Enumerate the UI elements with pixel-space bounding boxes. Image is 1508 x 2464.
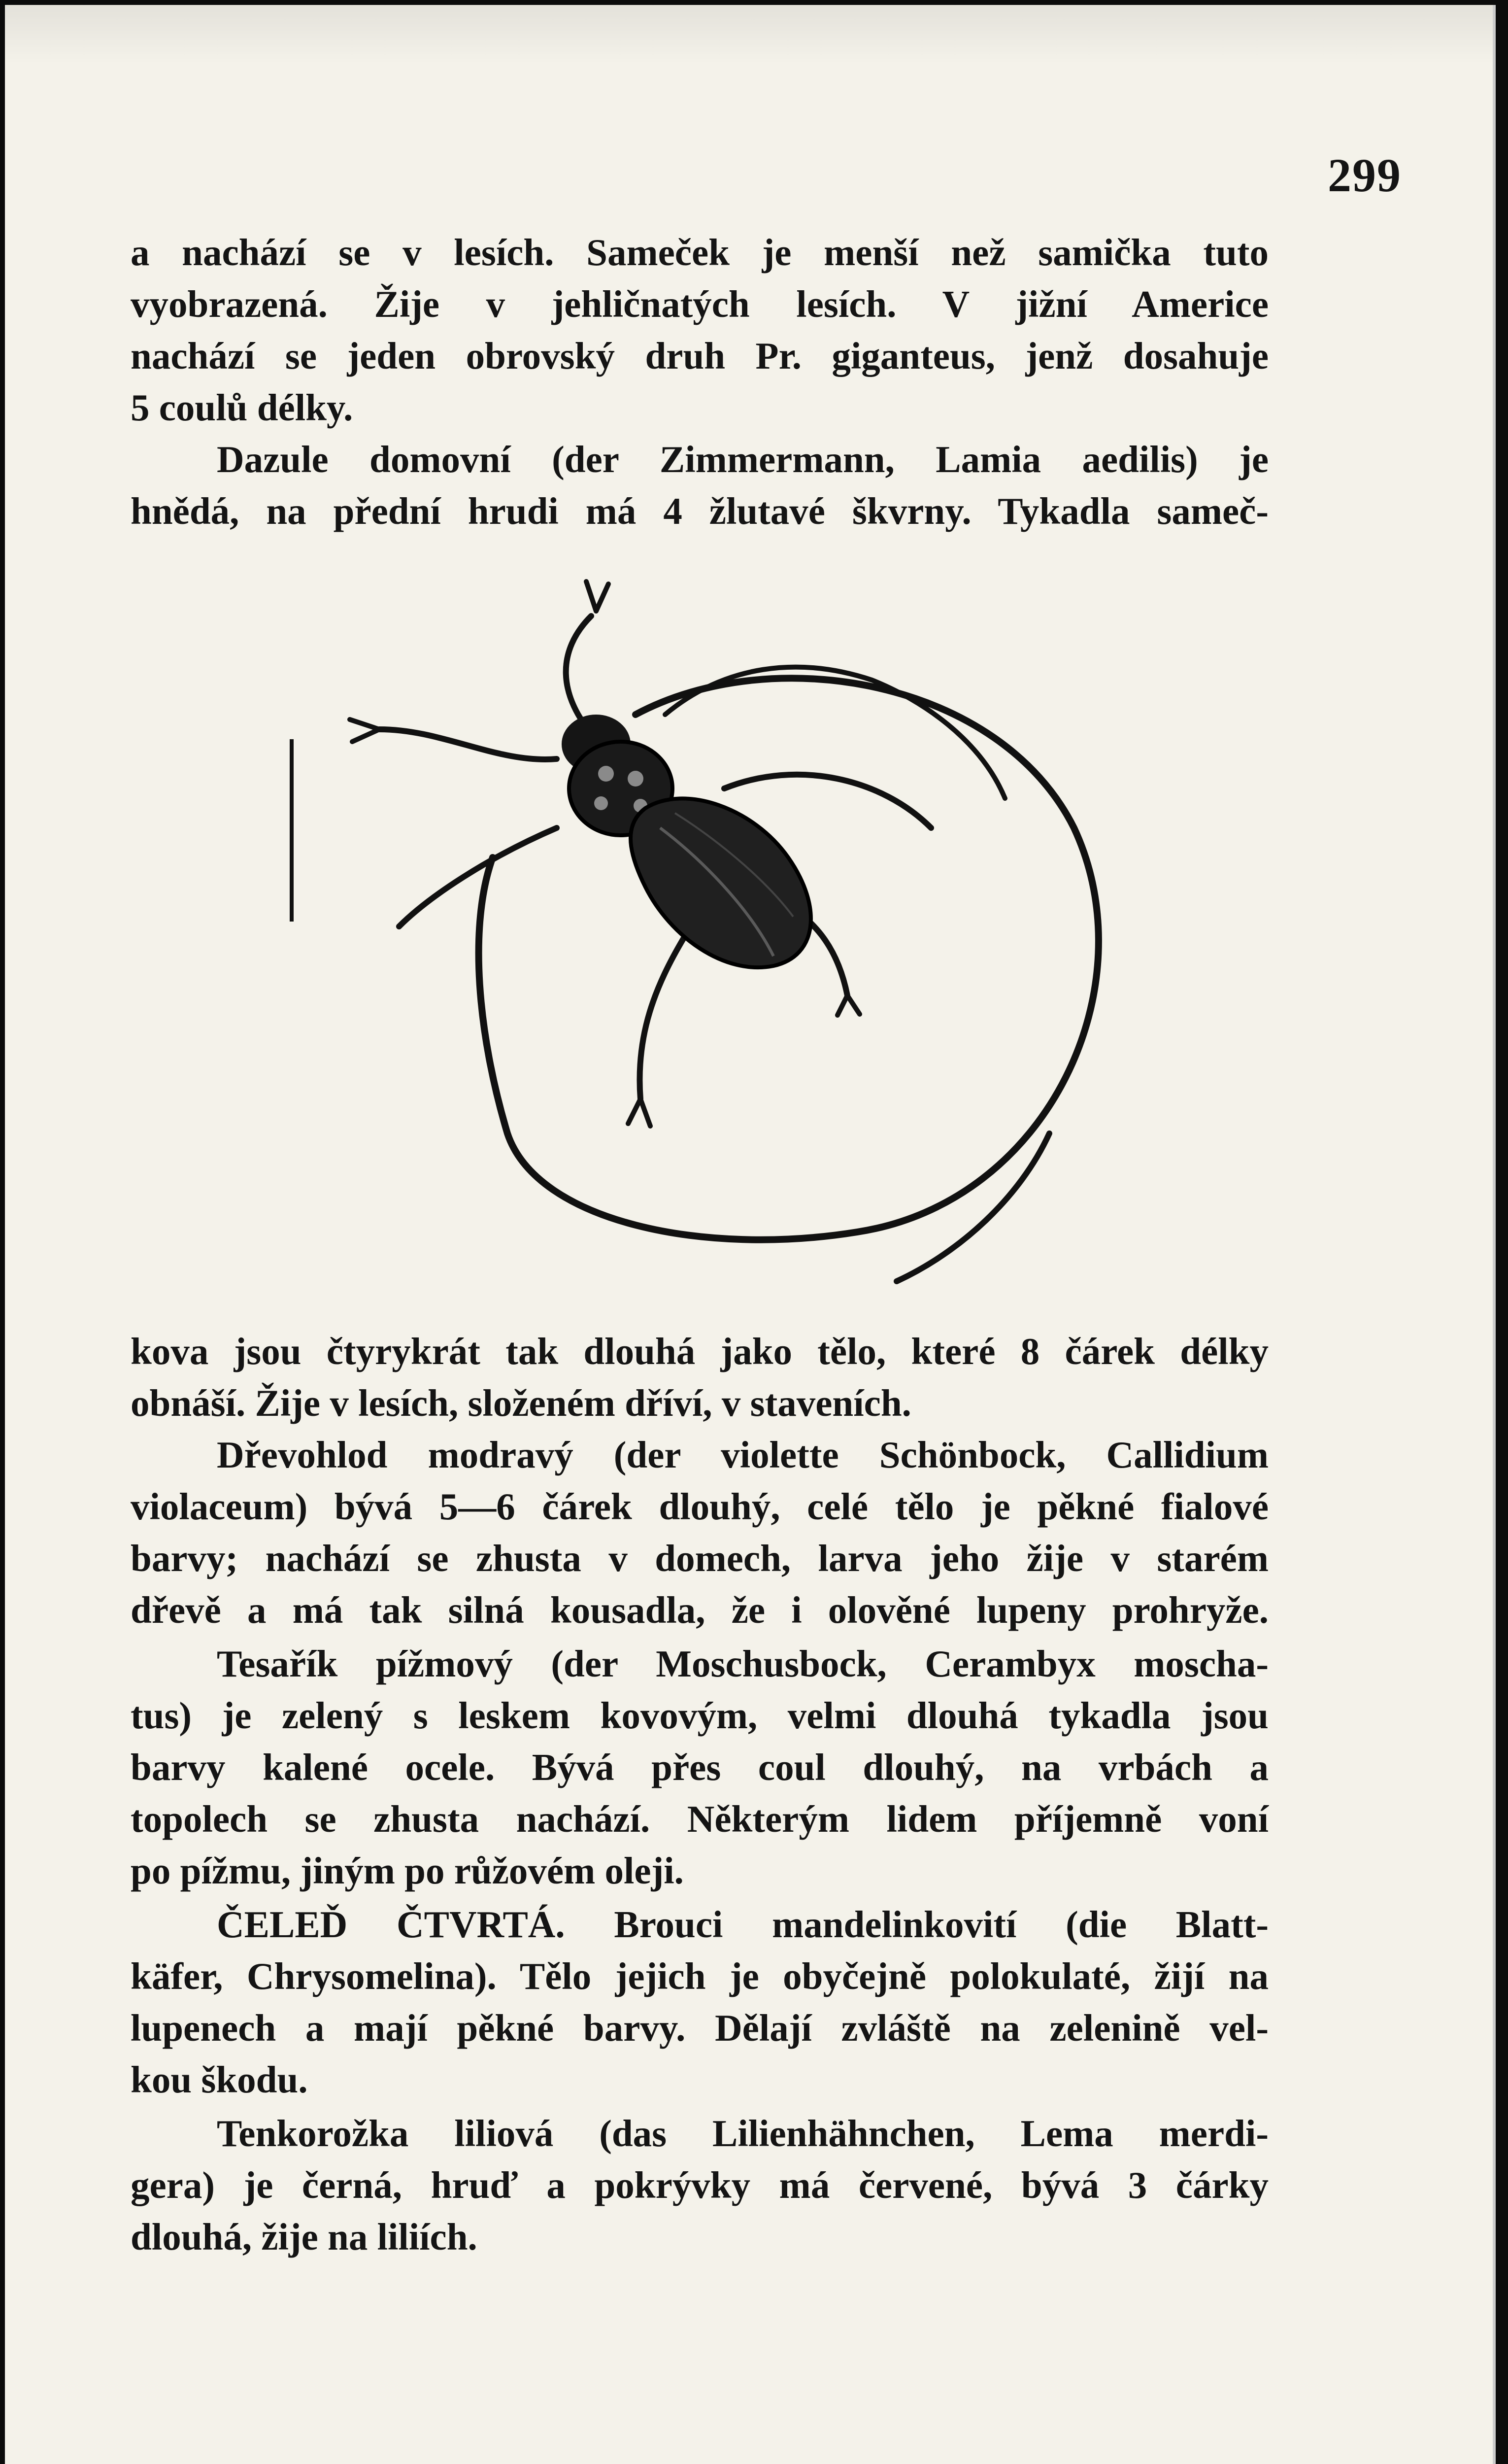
text-line: ČELEĎ ČTVRTÁ. Brouci mandelinkovití (die Blatt- (217, 1903, 1269, 1946)
book-page (5, 5, 1496, 2464)
text-line: kova jsou čtyrykrát tak dlouhá jako tělo, které 8 čárek délky (131, 1330, 1269, 1372)
text-line: hnědá, na přední hrudi má 4 žlutavé škvrny. Tykadla sameč- (131, 490, 1269, 532)
text-line: obnáší. Žije v lesích, složeném dříví, v staveních. (131, 1382, 911, 1424)
page-number: 299 (1328, 149, 1402, 202)
page-top-shadow (5, 5, 1493, 64)
text-line: topolech se zhusta nachází. Některým lidem příjemně voní (131, 1798, 1269, 1840)
text-line: 5 coulů délky. (131, 386, 353, 429)
text-line: dlouhá, žije na liliích. (131, 2216, 477, 2258)
text-line: lupenech a mají pěkné barvy. Dělají zvláště na zelenině vel- (131, 2007, 1269, 2049)
text-block-bottom (131, 1326, 1269, 2263)
text-block-top (131, 227, 1269, 537)
text-line: nachází se jeden obrovský druh Pr. giganteus, jenž dosahuje (131, 335, 1269, 377)
text-line: Tenkorožka liliová (das Lilienhähnchen, Lema merdi- (217, 2112, 1269, 2155)
text-line: käfer, Chrysomelina). Tělo jejich je obyčejně polokulaté, žijí na (131, 1955, 1269, 1997)
text-line: dřevě a má tak silná kousadla, že i olověné lupeny prohryže. (131, 1589, 1269, 1631)
text-line: Dřevohlod modravý (der violette Schönbock, Callidium (217, 1434, 1269, 1476)
text-line: vyobrazená. Žije v jehličnatých lesích. V jižní Americe (131, 283, 1269, 325)
text-line: violaceum) bývá 5—6 čárek dlouhý, celé tělo je pěkné fialové (131, 1485, 1269, 1528)
text-line: kou škodu. (131, 2058, 308, 2101)
text-line: Dazule domovní (der Zimmermann, Lamia aedilis) je (217, 438, 1269, 480)
text-line: Tesařík pížmový (der Moschusbock, Cerambyx moscha- (217, 1643, 1269, 1685)
text-line: a nachází se v lesích. Sameček je menší než samička tuto (131, 231, 1269, 274)
text-line: tus) je zelený s leskem kovovým, velmi dlouhá tykadla jsou (131, 1694, 1269, 1737)
text-line: barvy kalené ocele. Bývá přes coul dlouhý, na vrbách a (131, 1746, 1269, 1788)
text-line: barvy; nachází se zhusta v domech, larva jeho žije v starém (131, 1537, 1269, 1579)
text-line: po pížmu, jiným po růžovém oleji. (131, 1849, 684, 1892)
longhorn-beetle-illustration-icon (281, 552, 1138, 1321)
text-line: gera) je černá, hruď a pokrývky má červené, bývá 3 čárky (131, 2164, 1269, 2206)
